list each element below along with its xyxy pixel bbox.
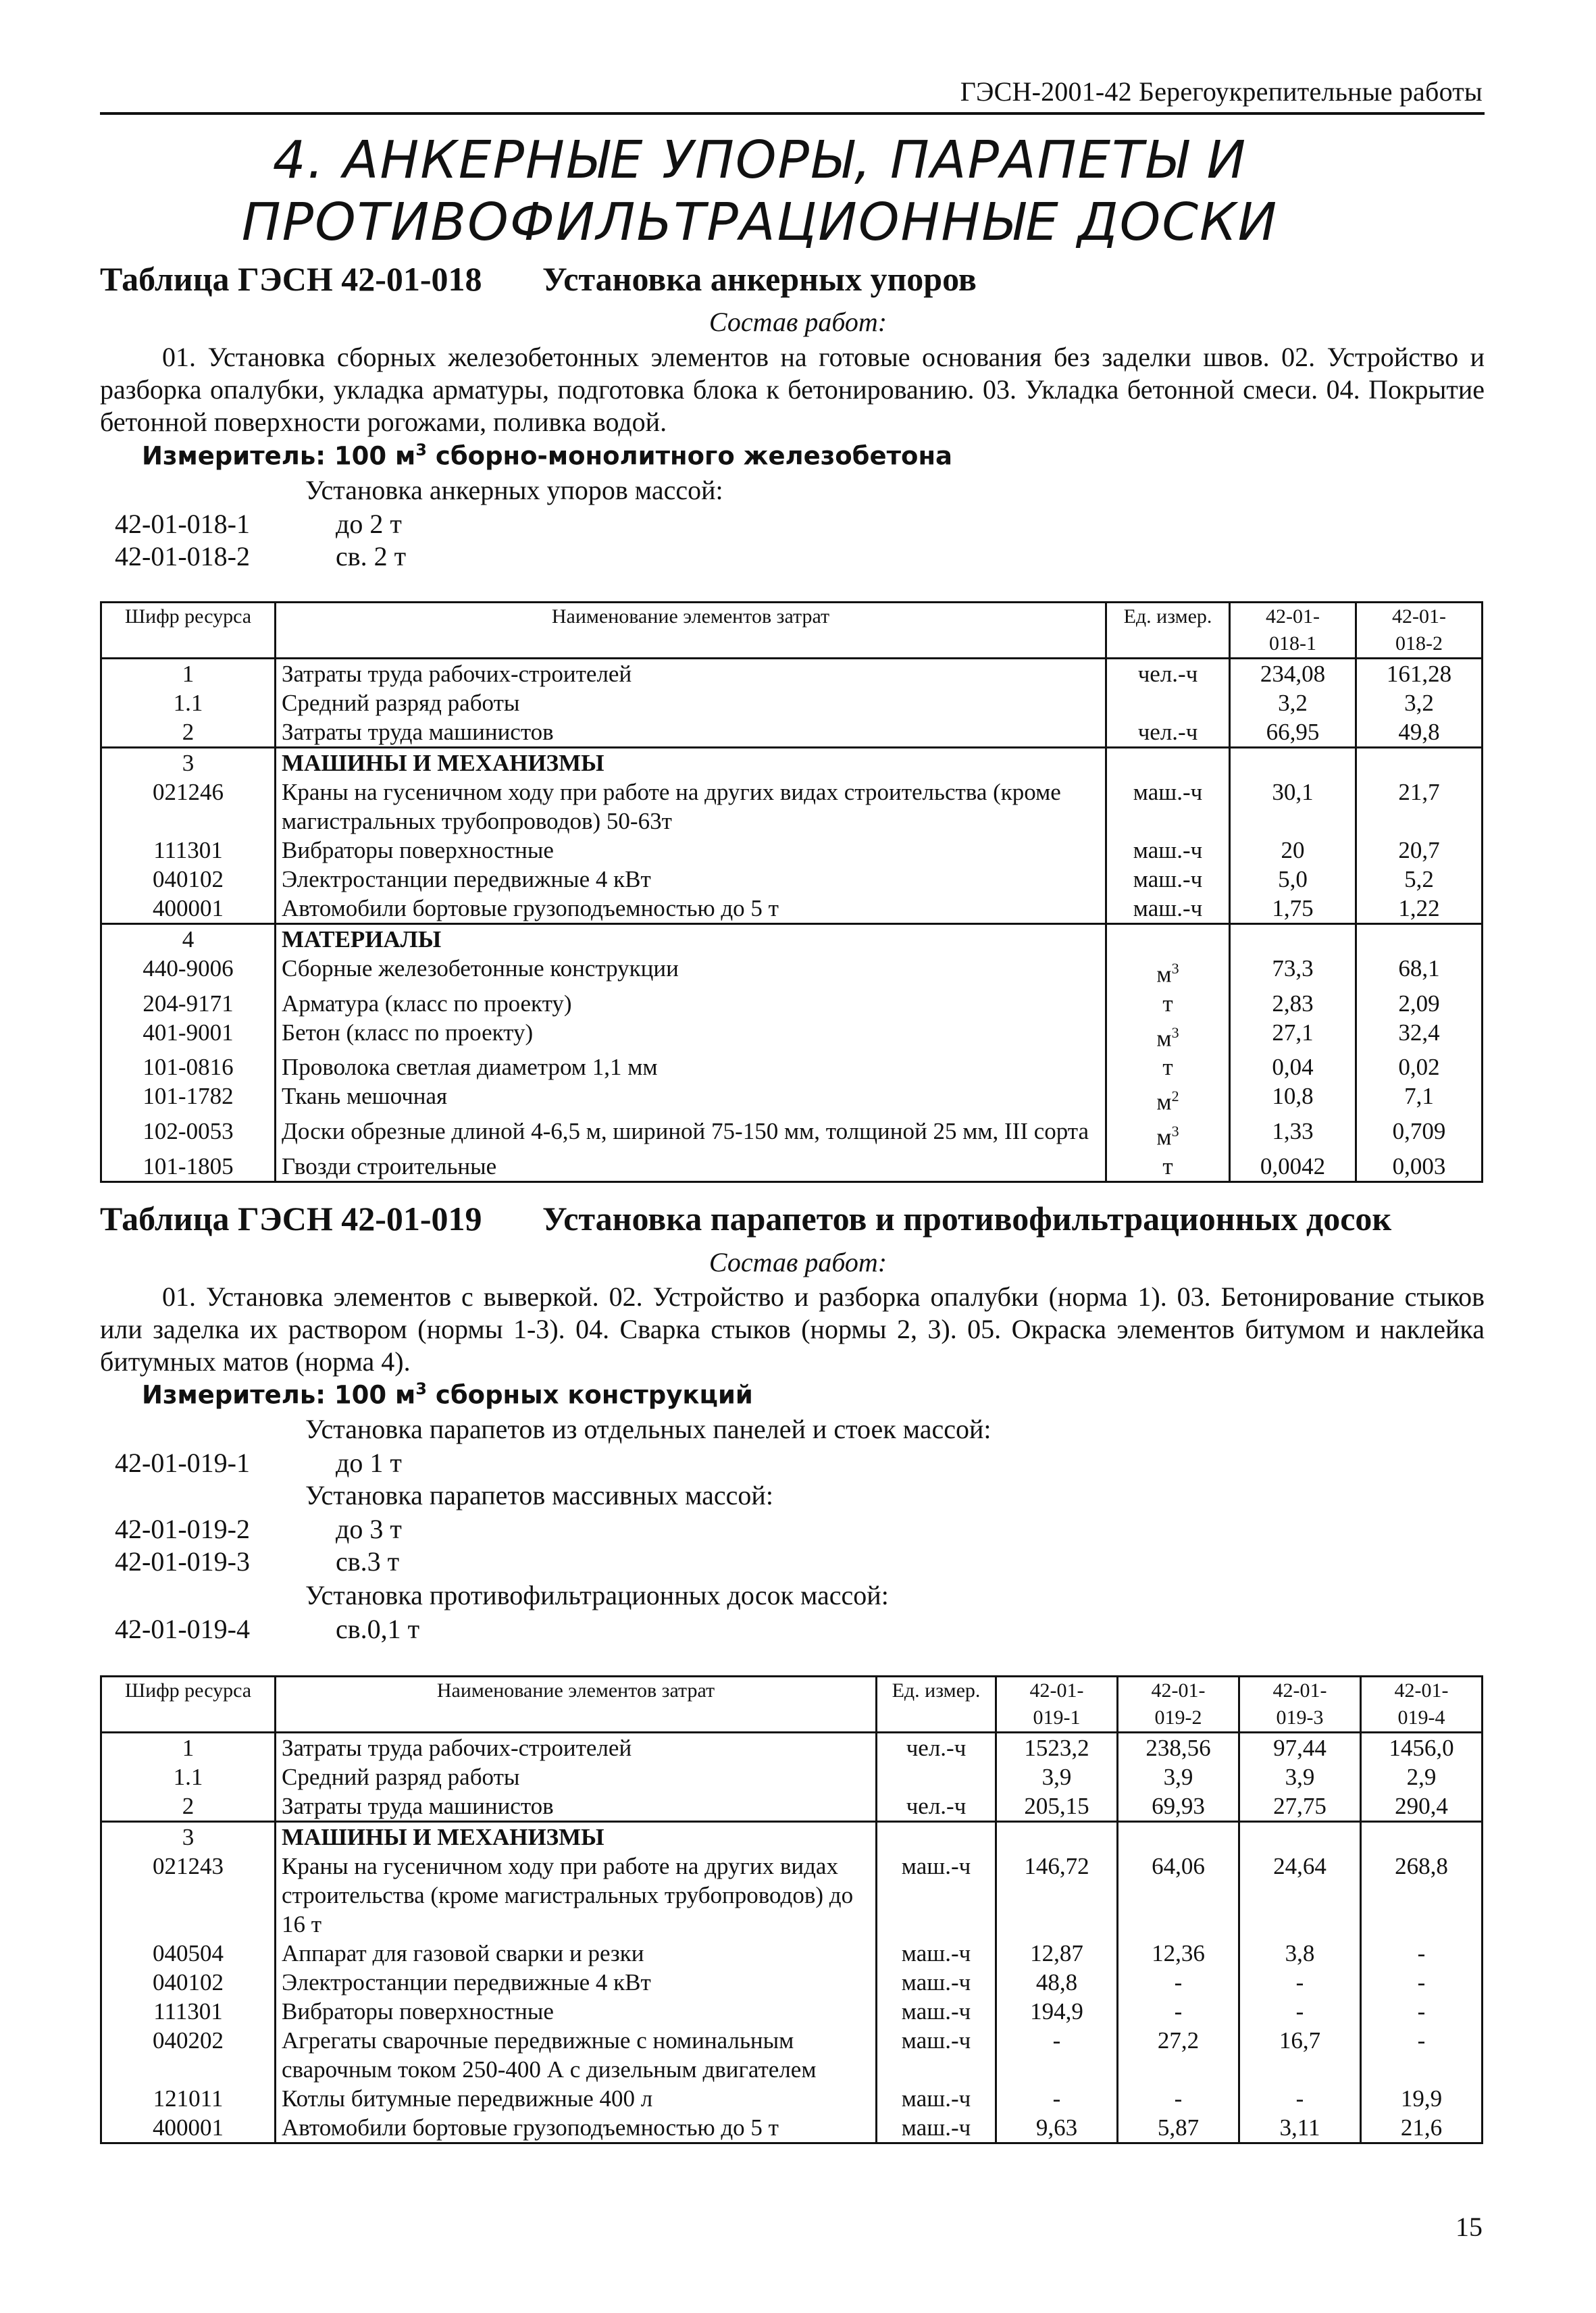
row-name: Краны на гусеничном ходу при работе на других видах строительства (кроме магистральных трубопроводов) 50-63т	[276, 778, 1106, 836]
row-code: 1.1	[101, 688, 276, 717]
table-row	[101, 1152, 1483, 1182]
row-name: Автомобили бортовые грузоподъемностью до 5 т	[276, 2113, 877, 2143]
header-rule	[100, 112, 1485, 115]
row-value-4: 268,8	[1361, 1852, 1483, 1939]
row-name: Затраты труда машинистов	[276, 717, 1106, 748]
row-value-1: 48,8	[996, 1968, 1118, 1997]
table-row	[101, 954, 1483, 989]
row-value-2: -	[1118, 2084, 1239, 2113]
row-name: Затраты труда рабочих-строителей	[276, 659, 1106, 689]
table2-norm-desc-4: св.0,1 т	[336, 1614, 420, 1644]
row-value-2: 32,4	[1356, 1018, 1483, 1053]
row-code: 2	[101, 717, 276, 748]
row-unit: маш.-ч	[1106, 778, 1230, 836]
row-name: Арматура (класс по проекту)	[276, 989, 1106, 1018]
table2-code: Таблица ГЭСН 42-01-019	[100, 1200, 482, 1238]
row-unit: $м^3$	[1106, 954, 1230, 989]
table-row	[101, 688, 1483, 717]
table2-header-col-4: 42-01- 019-4	[1361, 1677, 1483, 1733]
table1-body	[101, 659, 1483, 1182]
row-unit	[877, 1822, 996, 1852]
table-row	[101, 778, 1483, 836]
row-code: 440-9006	[101, 954, 276, 989]
table2-norm-code-4: 42-01-019-4	[115, 1614, 250, 1644]
row-code: 2	[101, 1791, 276, 1822]
row-name: Электростанции передвижные 4 кВт	[276, 865, 1106, 894]
running-header: ГЭСН-2001-42 Берегоукрепительные работы	[960, 76, 1483, 107]
row-name: Проволока светлая диаметром 1,1 мм	[276, 1052, 1106, 1082]
row-unit: чел.-ч	[1106, 659, 1230, 689]
row-name: Затраты труда машинистов	[276, 1791, 877, 1822]
row-value-1: 0,0042	[1230, 1152, 1356, 1182]
table2-norm-desc-3: св.3 т	[336, 1546, 400, 1577]
row-value-2: 12,36	[1118, 1939, 1239, 1968]
row-value-1: 12,87	[996, 1939, 1118, 1968]
row-value-3: 3,8	[1239, 1939, 1361, 1968]
table2-norm-code-2: 42-01-019-2	[115, 1514, 250, 1544]
row-value-2: 3,9	[1118, 1762, 1239, 1791]
row-name: Ткань мешочная	[276, 1082, 1106, 1117]
row-name: Аппарат для газовой сварки и резки	[276, 1939, 877, 1968]
row-value-2: 49,8	[1356, 717, 1483, 748]
table-row	[101, 717, 1483, 748]
table-row	[101, 894, 1483, 924]
row-value-2: -	[1118, 1968, 1239, 1997]
table-row	[101, 1791, 1483, 1822]
row-value-4: 19,9	[1361, 2084, 1483, 2113]
table1-title: Установка анкерных упоров	[542, 260, 977, 298]
row-unit: маш.-ч	[1106, 865, 1230, 894]
row-value-3	[1239, 1822, 1361, 1852]
row-value-4: -	[1361, 2026, 1483, 2084]
table2-header-code: Шифр ресурса	[101, 1677, 276, 1733]
row-unit: т	[1106, 1052, 1230, 1082]
row-name: МАШИНЫ И МЕХАНИЗМЫ	[276, 748, 1106, 778]
table1-header-col-1: 42-01- 018-1	[1230, 603, 1356, 659]
table-row	[101, 2026, 1483, 2084]
row-value-2: 5,87	[1118, 2113, 1239, 2143]
table2-norm-desc-2: до 3 т	[336, 1514, 402, 1544]
table2-norm-code-1: 42-01-019-1	[115, 1448, 250, 1478]
section-title-line-1: 4. АНКЕРНЫЕ УПОРЫ, ПАРАПЕТЫ И	[272, 130, 1247, 190]
table1-header-unit: Ед. измер.	[1106, 603, 1230, 659]
table-row	[101, 1852, 1483, 1939]
row-code: 040202	[101, 2026, 276, 2084]
table2-heading	[100, 1199, 1391, 1238]
row-name: Сборные железобетонные конструкции	[276, 954, 1106, 989]
table-row	[101, 1117, 1483, 1152]
row-value-2: 0,709	[1356, 1117, 1483, 1152]
table-row	[101, 1052, 1483, 1082]
row-value-1: 30,1	[1230, 778, 1356, 836]
table1-code: Таблица ГЭСН 42-01-018	[100, 260, 482, 298]
row-unit: маш.-ч	[877, 2026, 996, 2084]
page-number: 15	[1456, 2212, 1483, 2242]
row-code: 121011	[101, 2084, 276, 2113]
row-value-1: 194,9	[996, 1997, 1118, 2026]
section-title-line-2: ПРОТИВОФИЛЬТРАЦИОННЫЕ ДОСКИ	[241, 193, 1279, 253]
row-value-2	[1118, 1822, 1239, 1852]
row-value-2: 2,09	[1356, 989, 1483, 1018]
row-value-2: 3,2	[1356, 688, 1483, 717]
row-value-1: 27,1	[1230, 1018, 1356, 1053]
row-unit: маш.-ч	[877, 1939, 996, 1968]
table-row	[101, 1968, 1483, 1997]
table1-header-col-2: 42-01- 018-2	[1356, 603, 1483, 659]
row-value-1	[996, 1822, 1118, 1852]
row-value-1: 1,33	[1230, 1117, 1356, 1152]
row-value-4: -	[1361, 1997, 1483, 2026]
row-code: 401-9001	[101, 1018, 276, 1053]
row-value-1: 20	[1230, 836, 1356, 865]
row-value-4: 1456,0	[1361, 1733, 1483, 1763]
row-code: 040102	[101, 865, 276, 894]
row-value-1	[1230, 924, 1356, 955]
row-value-4: 290,4	[1361, 1791, 1483, 1822]
table1-composition-label: Состав работ:	[709, 307, 887, 337]
row-code: 3	[101, 748, 276, 778]
row-value-3: 3,11	[1239, 2113, 1361, 2143]
row-value-1: 146,72	[996, 1852, 1118, 1939]
row-code: 204-9171	[101, 989, 276, 1018]
row-unit	[1106, 688, 1230, 717]
row-value-3: -	[1239, 2084, 1361, 2113]
table2-header-col-2: 42-01- 019-2	[1118, 1677, 1239, 1733]
row-unit: маш.-ч	[877, 1968, 996, 1997]
row-value-3: 16,7	[1239, 2026, 1361, 2084]
row-value-4: -	[1361, 1939, 1483, 1968]
row-name: Бетон (класс по проекту)	[276, 1018, 1106, 1053]
row-code: 021246	[101, 778, 276, 836]
table-row	[101, 1822, 1483, 1852]
table-row	[101, 1082, 1483, 1117]
row-unit: т	[1106, 1152, 1230, 1182]
row-unit: чел.-ч	[877, 1791, 996, 1822]
row-value-1: 1523,2	[996, 1733, 1118, 1763]
row-name: Автомобили бортовые грузоподъемностью до 5 т	[276, 894, 1106, 924]
table-row	[101, 1762, 1483, 1791]
table1-heading	[100, 259, 977, 299]
row-value-1: 234,08	[1230, 659, 1356, 689]
table2-header-name: Наименование элементов затрат	[276, 1677, 877, 1733]
row-value-4	[1361, 1822, 1483, 1852]
row-value-3: 3,9	[1239, 1762, 1361, 1791]
row-value-1: 1,75	[1230, 894, 1356, 924]
row-value-1: 205,15	[996, 1791, 1118, 1822]
row-code: 111301	[101, 1997, 276, 2026]
table1-norm-code-1: 42-01-018-1	[115, 509, 250, 539]
row-name: Агрегаты сварочные передвижные с номинальным сварочным током 250-400 А с дизельным двигателем	[276, 2026, 877, 2084]
row-name: Электростанции передвижные 4 кВт	[276, 1968, 877, 1997]
table2-composition-text: 01. Установка элементов с выверкой. 02. Устройство и разборка опалубки (норма 1). 03. Бетонирование стыков или заделка их раствором (нормы 1-3). 04. Сварка стыков (нормы 2, 3). 05. Окраска элементов битумом и наклейка битумных матов (норма 4).	[100, 1281, 1485, 1377]
table-row	[101, 2084, 1483, 2113]
row-value-1: 3,9	[996, 1762, 1118, 1791]
row-code: 101-0816	[101, 1052, 276, 1082]
table-row	[101, 1733, 1483, 1763]
row-value-3: 24,64	[1239, 1852, 1361, 1939]
row-value-2: 5,2	[1356, 865, 1483, 894]
row-unit: маш.-ч	[877, 1852, 996, 1939]
table-row	[101, 989, 1483, 1018]
table2-norm-desc-1: до 1 т	[336, 1448, 402, 1478]
table2-header-col-3: 42-01- 019-3	[1239, 1677, 1361, 1733]
row-value-2	[1356, 748, 1483, 778]
table2-intro-3: Установка противофильтрационных досок массой:	[305, 1580, 889, 1610]
row-value-2: 238,56	[1118, 1733, 1239, 1763]
row-code: 101-1805	[101, 1152, 276, 1182]
row-value-2: 7,1	[1356, 1082, 1483, 1117]
table1-composition-text: 01. Установка сборных железобетонных элементов на готовые основания без заделки швов. 02. Устройство и разборка опалубки, укладка арматуры, подготовка блока к бетонированию. 03. Укладка бетонной смеси. 04. Покрытие бетонной поверхности рогожами, поливка водой.	[100, 342, 1485, 437]
table1-norm-desc-2: св. 2 т	[336, 541, 407, 571]
row-value-1: 3,2	[1230, 688, 1356, 717]
row-code: 111301	[101, 836, 276, 865]
row-value-2: 69,93	[1118, 1791, 1239, 1822]
row-unit: $м^3$	[1106, 1018, 1230, 1053]
table2-title: Установка парапетов и противофильтрационных досок	[542, 1200, 1392, 1238]
row-name: Затраты труда рабочих-строителей	[276, 1733, 877, 1763]
row-code: 102-0053	[101, 1117, 276, 1152]
row-code: 1	[101, 659, 276, 689]
row-name: Вибраторы поверхностные	[276, 836, 1106, 865]
row-value-3: 97,44	[1239, 1733, 1361, 1763]
row-code: 3	[101, 1822, 276, 1852]
row-value-4: 21,6	[1361, 2113, 1483, 2143]
table2-body	[101, 1733, 1483, 2143]
row-value-2: 20,7	[1356, 836, 1483, 865]
row-code: 1.1	[101, 1762, 276, 1791]
table2-header-row	[101, 1677, 1483, 1733]
table1-meter: Измеритель: 100 $м^3$ сборно-монолитного железобетона	[142, 440, 952, 471]
row-value-2: 0,003	[1356, 1152, 1483, 1182]
row-name: Вибраторы поверхностные	[276, 1997, 877, 2026]
table2-costs	[100, 1675, 1483, 2144]
table2-header-col-1: 42-01- 019-1	[996, 1677, 1118, 1733]
row-name: Котлы битумные передвижные 400 л	[276, 2084, 877, 2113]
row-name: Гвозди строительные	[276, 1152, 1106, 1182]
table-row	[101, 836, 1483, 865]
row-unit: чел.-ч	[877, 1733, 996, 1763]
row-code: 400001	[101, 2113, 276, 2143]
table-row	[101, 659, 1483, 689]
row-value-1: 10,8	[1230, 1082, 1356, 1117]
row-value-1: -	[996, 2026, 1118, 2084]
row-value-2: 161,28	[1356, 659, 1483, 689]
table1-costs	[100, 601, 1483, 1183]
table1-header-row	[101, 603, 1483, 659]
row-code: 4	[101, 924, 276, 955]
row-value-2: 0,02	[1356, 1052, 1483, 1082]
table2-header-unit: Ед. измер.	[877, 1677, 996, 1733]
row-value-3: -	[1239, 1997, 1361, 2026]
table1-header-name: Наименование элементов затрат	[276, 603, 1106, 659]
table2-norm-code-3: 42-01-019-3	[115, 1546, 250, 1577]
table2-intro-2: Установка парапетов массивных массой:	[305, 1480, 773, 1510]
table1-norm-code-2: 42-01-018-2	[115, 541, 250, 571]
row-value-3: -	[1239, 1968, 1361, 1997]
row-value-1: 2,83	[1230, 989, 1356, 1018]
row-value-1: 73,3	[1230, 954, 1356, 989]
row-unit: $м^2$	[1106, 1082, 1230, 1117]
row-code: 1	[101, 1733, 276, 1763]
row-value-1: 9,63	[996, 2113, 1118, 2143]
row-value-2: -	[1118, 1997, 1239, 2026]
row-unit: чел.-ч	[1106, 717, 1230, 748]
row-value-2: 27,2	[1118, 2026, 1239, 2084]
table2-meter: Измеритель: 100 $м^3$ сборных конструкций	[142, 1379, 753, 1410]
row-unit: $м^3$	[1106, 1117, 1230, 1152]
row-unit: маш.-ч	[1106, 894, 1230, 924]
row-value-2: 1,22	[1356, 894, 1483, 924]
row-code: 400001	[101, 894, 276, 924]
section-title	[203, 130, 1317, 254]
table-row	[101, 1997, 1483, 2026]
row-value-1: 5,0	[1230, 865, 1356, 894]
table2-intro-1: Установка парапетов из отдельных панелей и стоек массой:	[305, 1414, 992, 1444]
row-value-3: 27,75	[1239, 1791, 1361, 1822]
row-value-1: 66,95	[1230, 717, 1356, 748]
table-row	[101, 748, 1483, 778]
row-name: МАТЕРИАЛЫ	[276, 924, 1106, 955]
row-unit: маш.-ч	[877, 2084, 996, 2113]
row-unit: маш.-ч	[877, 1997, 996, 2026]
table-row	[101, 1018, 1483, 1053]
row-value-1: -	[996, 2084, 1118, 2113]
row-value-2: 68,1	[1356, 954, 1483, 989]
row-name: Краны на гусеничном ходу при работе на других видах строительства (кроме магистральных трубопроводов) до 16 т	[276, 1852, 877, 1939]
row-value-2: 21,7	[1356, 778, 1483, 836]
row-value-4: -	[1361, 1968, 1483, 1997]
table1-norm-intro: Установка анкерных упоров массой:	[305, 475, 723, 505]
table-row	[101, 1939, 1483, 1968]
row-name: Средний разряд работы	[276, 688, 1106, 717]
table-row	[101, 2113, 1483, 2143]
row-name: МАШИНЫ И МЕХАНИЗМЫ	[276, 1822, 877, 1852]
table1-norm-desc-1: до 2 т	[336, 509, 402, 539]
row-unit: т	[1106, 989, 1230, 1018]
table-row	[101, 924, 1483, 955]
table-row	[101, 865, 1483, 894]
table1-header-code: Шифр ресурса	[101, 603, 276, 659]
row-code: 101-1782	[101, 1082, 276, 1117]
row-unit: маш.-ч	[1106, 836, 1230, 865]
row-code: 040504	[101, 1939, 276, 1968]
row-unit: маш.-ч	[877, 2113, 996, 2143]
row-value-2	[1356, 924, 1483, 955]
row-unit	[1106, 748, 1230, 778]
row-code: 021243	[101, 1852, 276, 1939]
row-value-2: 64,06	[1118, 1852, 1239, 1939]
row-value-1: 0,04	[1230, 1052, 1356, 1082]
row-code: 040102	[101, 1968, 276, 1997]
row-name: Доски обрезные длиной 4-6,5 м, шириной 75-150 мм, толщиной 25 мм, III сорта	[276, 1117, 1106, 1152]
row-unit	[877, 1762, 996, 1791]
row-value-4: 2,9	[1361, 1762, 1483, 1791]
row-name: Средний разряд работы	[276, 1762, 877, 1791]
row-unit	[1106, 924, 1230, 955]
table2-composition-label: Состав работ:	[709, 1247, 887, 1277]
row-value-1	[1230, 748, 1356, 778]
